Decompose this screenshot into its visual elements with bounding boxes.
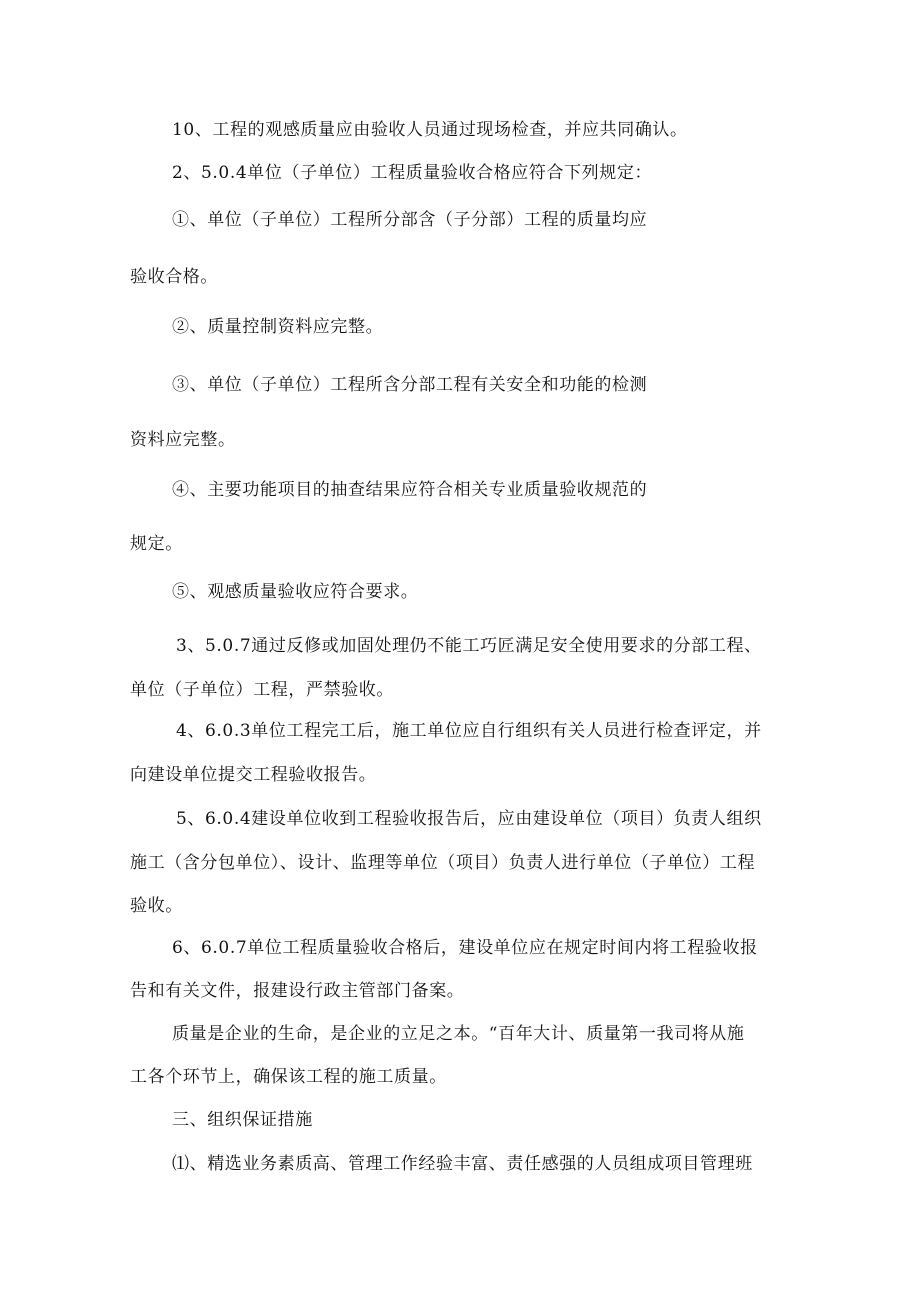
list-item-1: ①、单位（子单位）工程所分部含（子分部）工程的质量均应	[172, 210, 648, 230]
paragraph-clause-6-0-4: 5、6.0.4建设单位收到工程验收报告后，应由建设单位（项目）负责人组织	[176, 809, 762, 829]
paragraph-clause-6-0-7-continuation: 告和有关文件，报建设行政主管部门备案。	[130, 981, 465, 1001]
paragraph-clause-5-0-7-continuation: 单位（子单位）工程，严禁验收。	[130, 680, 394, 700]
list-item-5: ⑤、观感质量验收应符合要求。	[172, 582, 419, 602]
paragraph-clause-5-0-4: 2、5.0.4单位（子单位）工程质量验收合格应符合下列规定：	[172, 163, 653, 183]
paragraph-clause-6-0-4-end: 验收。	[130, 896, 183, 916]
list-item-4-continuation: 规定。	[130, 534, 183, 554]
list-item-organization-1: ⑴、精选业务素质高、管理工作经验丰富、责任感强的人员组成项目管理班	[172, 1154, 753, 1174]
paragraph-clause-6-0-7: 6、6.0.7单位工程质量验收合格后，建设单位应在规定时间内将工程验收报	[172, 938, 758, 958]
list-item-3: ③、单位（子单位）工程所含分部工程有关安全和功能的检测	[172, 375, 648, 395]
paragraph-clause-6-0-3-continuation: 向建设单位提交工程验收报告。	[130, 765, 377, 785]
paragraph-quality-statement: 质量是企业的生命，是企业的立足之本。“百年大计、质量第一我司将从施	[172, 1024, 745, 1044]
paragraph-item-10: 10、工程的观感质量应由验收人员通过现场检查，并应共同确认。	[172, 120, 688, 140]
list-item-3-continuation: 资料应完整。	[130, 430, 236, 450]
list-item-2: ②、质量控制资料应完整。	[172, 317, 384, 337]
list-item-1-continuation: 验收合格。	[130, 267, 218, 287]
section-heading-organization-measures: 三、组织保证措施	[172, 1110, 313, 1130]
paragraph-clause-5-0-7: 3、5.0.7通过反修或加固处理仍不能工巧匠满足安全使用要求的分部工程、	[176, 636, 762, 656]
paragraph-clause-6-0-4-continuation: 施工（含分包单位）、设计、监理等单位（项目）负责人进行单位（子单位）工程	[130, 853, 756, 873]
paragraph-clause-6-0-3: 4、6.0.3单位工程完工后，施工单位应自行组织有关人员进行检查评定，并	[176, 721, 762, 741]
list-item-4: ④、主要功能项目的抽查结果应符合相关专业质量验收规范的	[172, 480, 648, 500]
paragraph-quality-statement-continuation: 工各个环节上，确保该工程的施工质量。	[130, 1067, 447, 1087]
